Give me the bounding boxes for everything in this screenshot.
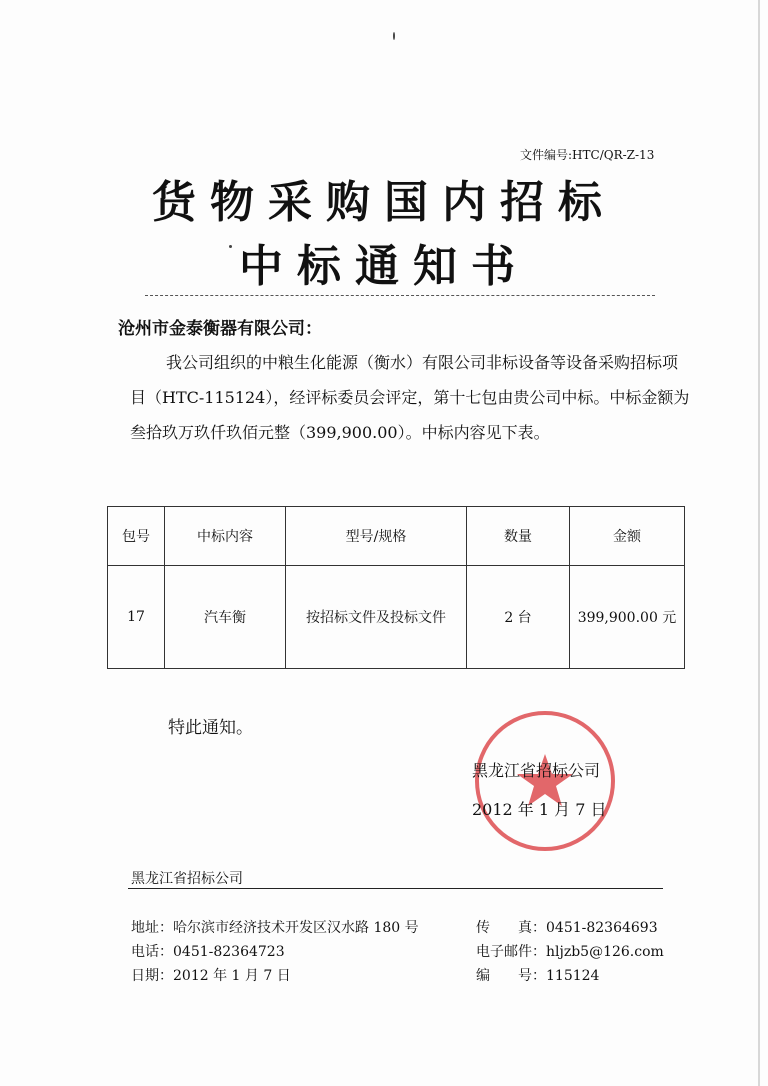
issue-date: 2012 年 1 月 7 日 (472, 800, 607, 819)
header-package: 包号 (108, 507, 165, 566)
date-value: 2012 年 1 月 7 日 (173, 968, 291, 984)
footer-phone (131, 941, 285, 961)
footer-fax (476, 917, 658, 937)
body-paragraph: 我公司组织的中粮生化能源（衡水）有限公司非标设备等设备采购招标项目（HTC-115124），经评标委员会评定，第十七包由贵公司中标。中标金额为叁拾玖万玖仟玖佰元整（399,900.00）。中标内容见下表。 (130, 353, 690, 442)
table-header-row (108, 507, 685, 566)
cell-package: 17 (108, 566, 165, 669)
scan-speck (393, 32, 395, 40)
page-title-line1: 货物采购国内招标 (152, 177, 616, 228)
page-edge (758, 0, 760, 1086)
address-value: 哈尔滨市经济技术开发区汉水路 180 号 (173, 920, 419, 936)
footer-date (131, 965, 291, 985)
award-table (107, 506, 685, 669)
fax-value: 0451-82364693 (546, 920, 658, 936)
recipient: 沧州市金泰衡器有限公司： (118, 319, 322, 339)
fax-label: 传 真： (476, 920, 546, 936)
email-label: 电子邮件： (476, 944, 546, 960)
footer-address (131, 917, 419, 937)
number-label: 编 号： (476, 968, 546, 984)
email-value: hljzb5@126.com (546, 944, 664, 960)
number-value: 115124 (546, 968, 600, 984)
page-title-line2: 中标通知书 (239, 241, 529, 292)
title-divider (145, 295, 655, 296)
cell-spec: 按招标文件及投标文件 (286, 566, 467, 669)
document-number: 文件编号:HTC/QR-Z-13 (520, 148, 655, 162)
header-quantity: 数量 (467, 507, 570, 566)
address-label: 地址： (131, 920, 173, 936)
header-amount: 金额 (570, 507, 685, 566)
table-row (108, 566, 685, 669)
header-spec: 型号/规格 (286, 507, 467, 566)
issuer-name: 黑龙江省招标公司 (472, 761, 601, 780)
footer-number (476, 965, 599, 985)
header-content: 中标内容 (165, 507, 286, 566)
footer-company: 黑龙江省招标公司 (131, 871, 243, 887)
phone-value: 0451-82364723 (173, 944, 285, 960)
company-seal-icon (470, 706, 620, 856)
cell-amount: 399,900.00 元 (570, 566, 685, 669)
footer-email (476, 941, 664, 961)
closing-notice: 特此通知。 (168, 718, 253, 738)
footer-divider (128, 888, 663, 889)
cell-content: 汽车衡 (165, 566, 286, 669)
cell-quantity: 2 台 (467, 566, 570, 669)
notice-body (130, 345, 690, 450)
date-label: 日期： (131, 968, 173, 984)
phone-label: 电话： (131, 944, 173, 960)
